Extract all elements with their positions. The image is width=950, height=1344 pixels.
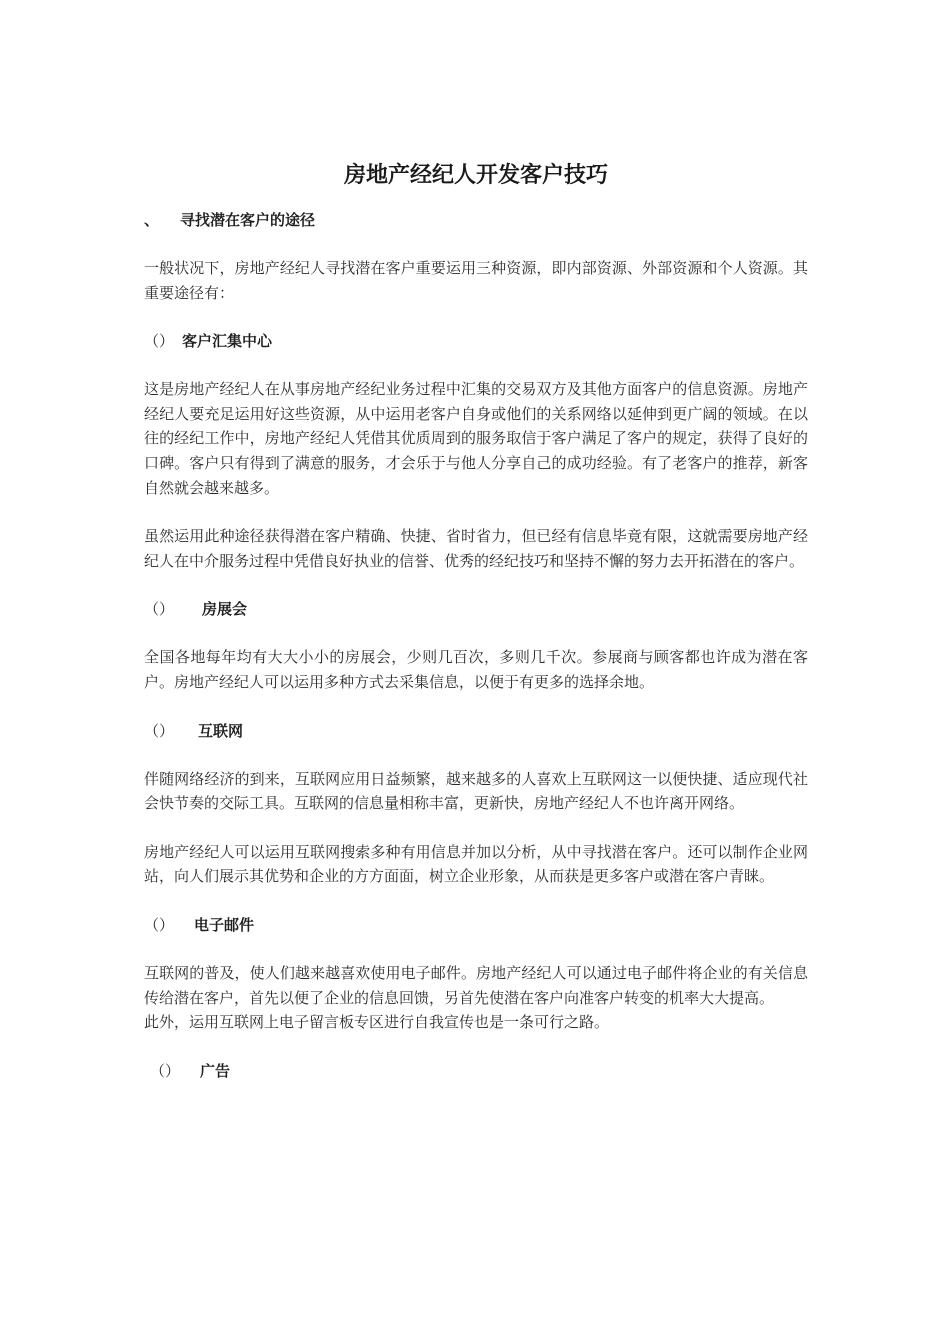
paragraph: 互联网的普及，使人们越来越喜欢使用电子邮件。房地产经纪人可以通过电子邮件将企业的有关信息传给潜在客户，首先以便了企业的信息回馈，另首先使潜在客户向准客户转变的机率大大提高。: [144, 963, 808, 1007]
subsection-heading-text: 房展会: [202, 600, 248, 619]
subsection-marker: （）: [144, 915, 175, 934]
subsection-heading-text: 互联网: [198, 721, 244, 740]
subsection-heading-housing-expo: [144, 597, 808, 621]
paragraph: 这是房地产经纪人在从事房地产经纪业务过程中汇集的交易双方及其他方面客户的信息资源。房地产经纪人要充足运用好这些资源，从中运用老客户自身或他们的关系网络以延伸到更广阔的领域。在以往的经纪工作中，房地产经纪人凭借其优质周到的服务取信于客户满足了客户的规定，获得了良好的口碑。客户只有得到了满意的服务，才会乐于与他人分享自己的成功经验。有了老客户的推荐，新客自然就会越来越多。: [144, 380, 808, 497]
subsection-heading-text: 电子邮件: [194, 915, 255, 934]
subsection-marker: （）: [144, 721, 175, 740]
subsection-heading-customer-center: [144, 329, 808, 353]
section-heading-text: 寻找潜在客户的途径: [180, 211, 316, 229]
subsection-marker: （）: [144, 332, 175, 351]
document-page: [144, 158, 808, 1107]
paragraph: 此外，运用互联网上电子留言板专区进行自我宣传也是一条可行之路。: [144, 1013, 610, 1032]
paragraph: 全国各地每年均有大大小小的房展会，少则几百次，多则几千次。参展商与顾客都也许成为潜在客户。房地产经纪人可以运用多种方式去采集信息，以便于有更多的选择余地。: [144, 648, 808, 691]
subsection-marker: （）: [150, 1061, 181, 1080]
subsection-heading-text: 客户汇集中心: [182, 332, 273, 351]
paragraph: 伴随网络经济的到来，互联网应用日益频繁，越来越多的人喜欢上互联网这一以便快捷、适应现代社会快节奏的交际工具。互联网的信息量相称丰富，更新快，房地产经纪人不也许离开网络。: [144, 769, 808, 813]
paragraph: 房地产经纪人可以运用互联网搜索多种有用信息并加以分析，从中寻找潜在客户。还可以制作企业网站，向人们展示其优势和企业的方方面面，树立企业形象，从而获是更多客户或潜在客户青睐。: [144, 842, 808, 886]
subsection-heading-internet: [144, 719, 808, 743]
subsection-heading-email: [144, 913, 808, 937]
subsection-heading-advertising: [144, 1059, 808, 1083]
section-number: 、: [144, 211, 160, 229]
subsection-marker: （）: [144, 600, 175, 619]
document-title: 房地产经纪人开发客户技巧: [343, 163, 608, 188]
paragraph: 虽然运用此种途径获得潜在客户精确、快捷、省时省力，但已经有信息毕竟有限，这就需要房地产经纪人在中介服务过程中凭借良好执业的信誉、优秀的经纪技巧和坚持不懈的努力去开拓潜在的客户。: [144, 527, 808, 570]
subsection-heading-text: 广告: [200, 1061, 231, 1080]
section-heading: [144, 208, 808, 232]
intro-paragraph: 一般状况下，房地产经纪人寻找潜在客户重要运用三种资源，即内部资源、外部资源和个人资源。其重要途径有：: [144, 259, 808, 302]
